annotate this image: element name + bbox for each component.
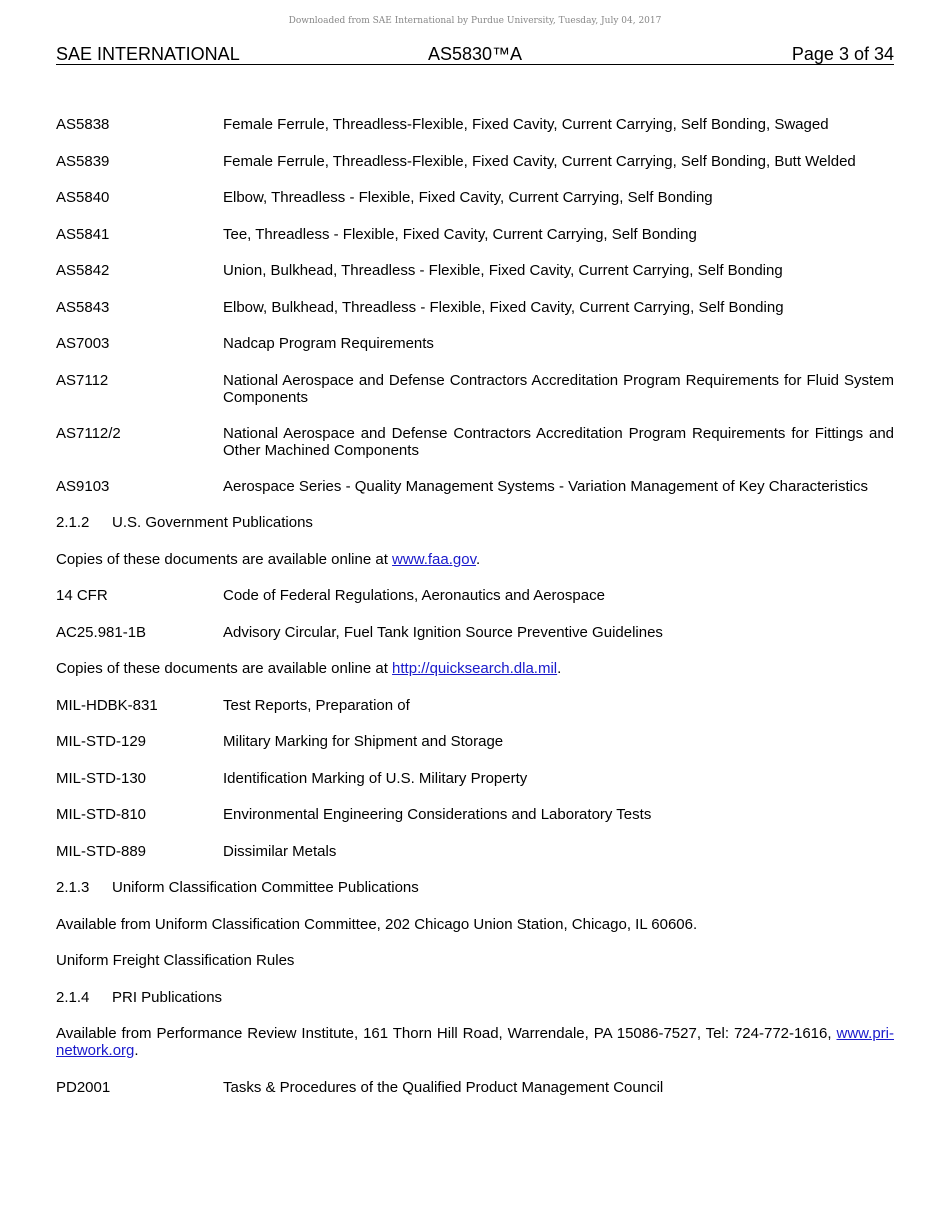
section-number: 2.1.3 [56, 879, 90, 896]
reference-title: Tasks & Procedures of the Qualified Product Management Council [223, 1078, 664, 1096]
reference-code: AS5843 [56, 298, 110, 316]
reference-row [56, 153, 894, 170]
section-heading-2-1-4 [56, 989, 894, 1006]
reference-code: MIL-STD-129 [56, 733, 147, 750]
reference-code: MIL-STD-889 [56, 842, 147, 860]
reference-row [56, 587, 894, 604]
reference-code: AS5841 [56, 225, 110, 243]
reference-title: Test Reports, Preparation of [223, 696, 410, 714]
reference-row [56, 425, 894, 459]
pri-link[interactable]: www.pri-network.org [56, 1025, 894, 1059]
reference-title: Female Ferrule, Threadless-Flexible, Fixed Cavity, Current Carrying, Self Bonding, Swaged [223, 116, 829, 133]
period: . [557, 660, 562, 677]
reference-code: PD2001 [56, 1078, 111, 1096]
reference-row [56, 1079, 894, 1096]
section-title: Uniform Classification Committee Publications [112, 879, 419, 896]
reference-title: Aerospace Series - Quality Management Systems - Variation Management of Key Characteristics [223, 477, 868, 495]
header-doc-number: AS5830™A [427, 44, 523, 64]
reference-title: Female Ferrule, Threadless-Flexible, Fixed Cavity, Current Carrying, Self Bonding, Butt Welded [223, 152, 856, 170]
reference-code: MIL-STD-810 [56, 806, 147, 823]
download-watermark: Downloaded from SAE International by Purdue University, Tuesday, July 04, 2017 [288, 16, 662, 26]
reference-title: National Aerospace and Defense Contractors Accreditation Program Requirements for Fittings and Other Machined Components [223, 424, 894, 459]
reference-row [56, 843, 894, 860]
section-title: U.S. Government Publications [112, 514, 313, 531]
page-content [56, 116, 894, 1115]
reference-row [56, 299, 894, 316]
reference-code: AS5842 [56, 262, 110, 279]
availability-note-faa [56, 551, 894, 568]
reference-row [56, 478, 894, 495]
availability-note-dla [56, 660, 894, 677]
reference-row [56, 189, 894, 206]
reference-code: AS7112/2 [56, 424, 121, 442]
reference-code: AS5838 [56, 116, 110, 133]
header-org: SAE INTERNATIONAL [56, 44, 240, 64]
reference-code: AS7003 [56, 335, 110, 352]
reference-title: National Aerospace and Defense Contractors Accreditation Program Requirements for Fluid System Components [223, 371, 894, 406]
reference-row [56, 335, 894, 352]
reference-title: Identification Marking of U.S. Military Property [223, 769, 528, 787]
dla-link[interactable]: http://quicksearch.dla.mil [392, 660, 558, 677]
reference-title: Code of Federal Regulations, Aeronautics and Aerospace [223, 587, 605, 604]
section-heading-2-1-3 [56, 879, 894, 896]
reference-code: MIL-HDBK-831 [56, 696, 158, 714]
reference-title: Advisory Circular, Fuel Tank Ignition Source Preventive Guidelines [223, 623, 663, 641]
reference-code: 14 CFR [56, 587, 108, 604]
reference-code: AS7112 [56, 371, 109, 389]
reference-title: Tee, Threadless - Flexible, Fixed Cavity, Current Carrying, Self Bonding [223, 225, 697, 243]
period: . [134, 1042, 139, 1059]
section-number: 2.1.4 [56, 988, 90, 1006]
header-page-number: Page 3 of 34 [791, 44, 894, 64]
availability-text: Available from Performance Review Institute, 161 Thorn Hill Road, Warrendale, PA 15086-7527, Tel: 724-772-1616, [56, 1025, 837, 1042]
reference-title: Dissimilar Metals [223, 842, 337, 860]
reference-row [56, 116, 894, 133]
reference-title: Nadcap Program Requirements [223, 335, 434, 352]
period: . [475, 550, 481, 568]
pri-availability-note [56, 1025, 894, 1059]
reference-title: Environmental Engineering Considerations and Laboratory Tests [223, 806, 652, 823]
page-header [56, 44, 894, 65]
reference-row [56, 372, 894, 406]
reference-row [56, 226, 894, 243]
reference-row [56, 697, 894, 714]
reference-code: AS9103 [56, 477, 110, 495]
reference-title: Union, Bulkhead, Threadless - Flexible, Fixed Cavity, Current Carrying, Self Bonding [223, 262, 783, 279]
reference-code: MIL-STD-130 [56, 769, 147, 787]
availability-text: Copies of these documents are available online at [56, 660, 393, 677]
ucc-rules-title: Uniform Freight Classification Rules [56, 952, 295, 969]
availability-text: Copies of these documents are available online at [56, 550, 393, 568]
reference-row [56, 733, 894, 750]
reference-code: AS5839 [56, 152, 110, 170]
ucc-availability-note: Available from Uniform Classification Committee, 202 Chicago Union Station, Chicago, IL 60606. [56, 915, 698, 933]
reference-row [56, 624, 894, 641]
reference-row [56, 262, 894, 279]
section-title: PRI Publications [112, 988, 223, 1006]
reference-title: Elbow, Threadless - Flexible, Fixed Cavity, Current Carrying, Self Bonding [223, 189, 713, 206]
section-heading-2-1-2 [56, 514, 894, 531]
reference-title: Elbow, Bulkhead, Threadless - Flexible, Fixed Cavity, Current Carrying, Self Bonding [223, 298, 784, 316]
faa-link[interactable]: www.faa.gov [392, 550, 476, 568]
reference-code: AS5840 [56, 189, 110, 206]
reference-code: AC25.981-1B [56, 623, 147, 641]
reference-title: Military Marking for Shipment and Storage [223, 733, 504, 750]
reference-row [56, 806, 894, 823]
section-number: 2.1.2 [56, 514, 90, 531]
reference-row [56, 770, 894, 787]
